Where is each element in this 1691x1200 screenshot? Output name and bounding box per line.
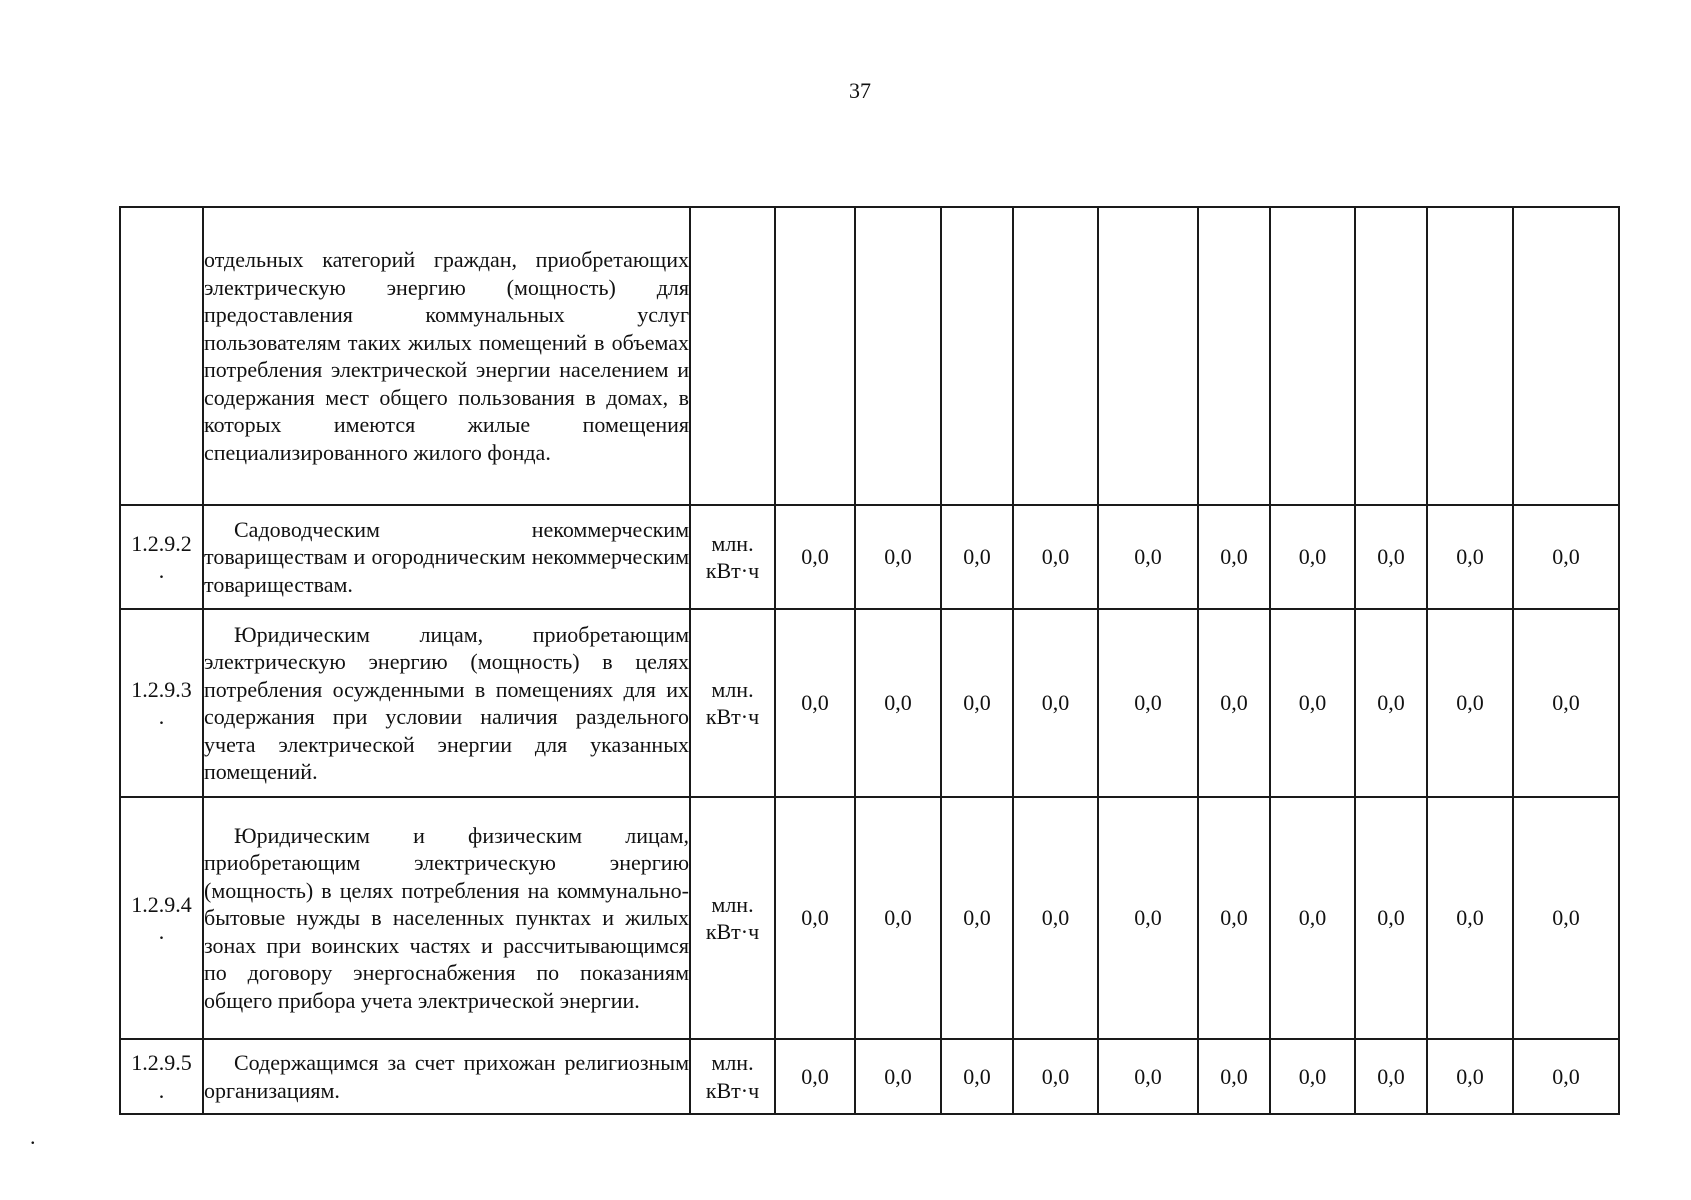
stray-dot: . xyxy=(30,1124,36,1149)
value-cell: 0,0 xyxy=(1098,1039,1198,1114)
value-cell: 0,0 xyxy=(941,609,1013,797)
row-number-cell xyxy=(120,609,203,797)
unit-cell xyxy=(690,797,775,1039)
value-cell: 0,0 xyxy=(1355,505,1427,609)
value-cell xyxy=(1098,207,1198,505)
unit-cell xyxy=(690,505,775,609)
row-number-cell xyxy=(120,797,203,1039)
value-cell: 0,0 xyxy=(1427,1039,1513,1114)
value-cell: 0,0 xyxy=(1198,609,1270,797)
value-cell: 0,0 xyxy=(1427,609,1513,797)
row-description: Содержащимся за счет прихожан религиозным организациям. xyxy=(204,1050,689,1103)
value-cell: 0,0 xyxy=(1427,505,1513,609)
value-cell xyxy=(1513,207,1619,505)
unit-line-1: млн. xyxy=(711,530,754,556)
row-description-cell xyxy=(203,505,690,609)
row-description: Юридическим и физическим лицам, приобретающим электрическую энергию (мощность) в целях потребления на коммунально-бытовые нужды в населенных пунктах и жилых зонах при воинских частях и рассчитывающимся по договору энергоснабжения по показаниям общего прибора учета электрической энергии. xyxy=(204,822,689,1013)
value-cell: 0,0 xyxy=(855,609,941,797)
table-row xyxy=(120,207,1619,505)
row-description: Садоводческим некоммерческим товариществам и огородническим некоммерческим товариществам. xyxy=(204,516,689,597)
table-row xyxy=(120,609,1619,797)
unit-cell xyxy=(690,1039,775,1114)
value-cell: 0,0 xyxy=(1013,797,1098,1039)
value-cell: 0,0 xyxy=(1098,797,1198,1039)
value-cell: 0,0 xyxy=(1198,505,1270,609)
value-cell xyxy=(1198,207,1270,505)
value-cell: 0,0 xyxy=(775,1039,855,1114)
unit-cell xyxy=(690,207,775,505)
value-cell xyxy=(855,207,941,505)
value-cell: 0,0 xyxy=(855,797,941,1039)
value-cell: 0,0 xyxy=(1270,797,1355,1039)
row-description-cell xyxy=(203,797,690,1039)
table-row xyxy=(120,1039,1619,1114)
value-cell xyxy=(1355,207,1427,505)
row-number: 1.2.9.3 xyxy=(131,676,192,702)
value-cell: 0,0 xyxy=(1198,797,1270,1039)
table-row xyxy=(120,797,1619,1039)
row-number-cell xyxy=(120,1039,203,1114)
value-cell: 0,0 xyxy=(855,505,941,609)
value-cell: 0,0 xyxy=(775,505,855,609)
value-cell: 0,0 xyxy=(1513,797,1619,1039)
row-number-cell xyxy=(120,505,203,609)
row-description: отдельных категорий граждан, приобретающих электрическую энергию (мощность) для предоставления коммунальных услуг пользователям таких жилых помещений в объемах потребления электрической энергии населением и содержания мест общего пользования в домах, в которых имеются жилые помещения специализированного жилого фонда. xyxy=(204,247,689,465)
row-description-cell xyxy=(203,1039,690,1114)
value-cell: 0,0 xyxy=(1513,609,1619,797)
unit-line-1: млн. xyxy=(711,676,754,702)
row-description: Юридическим лицам, приобретающим электрическую энергию (мощность) в целях потребления осужденными в помещениях для их содержания при условии наличия раздельного учета электрической энергии для указанных помещений. xyxy=(204,621,689,784)
value-cell: 0,0 xyxy=(775,797,855,1039)
value-cell: 0,0 xyxy=(1270,609,1355,797)
indicators-table xyxy=(119,206,1620,1115)
value-cell: 0,0 xyxy=(941,505,1013,609)
value-cell xyxy=(1427,207,1513,505)
value-cell: 0,0 xyxy=(1513,1039,1619,1114)
value-cell: 0,0 xyxy=(1427,797,1513,1039)
unit-line-1: млн. xyxy=(711,891,754,917)
value-cell: 0,0 xyxy=(1270,505,1355,609)
row-number-suffix: . xyxy=(158,704,165,729)
row-number-suffix: . xyxy=(158,919,165,944)
row-description-cell xyxy=(203,207,690,505)
value-cell: 0,0 xyxy=(1013,609,1098,797)
unit-line-2: кВт·ч xyxy=(705,919,760,944)
row-number: 1.2.9.5 xyxy=(131,1050,192,1075)
value-cell: 0,0 xyxy=(1013,1039,1098,1114)
unit-line-1: млн. xyxy=(711,1050,754,1075)
value-cell: 0,0 xyxy=(1013,505,1098,609)
row-number-cell xyxy=(120,207,203,505)
value-cell: 0,0 xyxy=(1098,609,1198,797)
value-cell: 0,0 xyxy=(941,797,1013,1039)
value-cell: 0,0 xyxy=(1355,609,1427,797)
row-number-suffix: . xyxy=(158,558,165,583)
row-number-suffix: . xyxy=(158,1077,165,1103)
value-cell: 0,0 xyxy=(775,609,855,797)
value-cell xyxy=(775,207,855,505)
value-cell: 0,0 xyxy=(941,1039,1013,1114)
unit-cell xyxy=(690,609,775,797)
value-cell xyxy=(1270,207,1355,505)
unit-line-2: кВт·ч xyxy=(705,558,760,583)
value-cell: 0,0 xyxy=(1198,1039,1270,1114)
value-cell: 0,0 xyxy=(1355,797,1427,1039)
unit-line-2: кВт·ч xyxy=(705,1077,760,1103)
table-row xyxy=(120,505,1619,609)
value-cell xyxy=(941,207,1013,505)
page-number: 37 xyxy=(849,78,871,103)
value-cell xyxy=(1013,207,1098,505)
value-cell: 0,0 xyxy=(1098,505,1198,609)
row-description-cell xyxy=(203,609,690,797)
value-cell: 0,0 xyxy=(1513,505,1619,609)
row-number: 1.2.9.4 xyxy=(131,891,192,917)
unit-line-2: кВт·ч xyxy=(705,704,760,729)
value-cell: 0,0 xyxy=(1270,1039,1355,1114)
value-cell: 0,0 xyxy=(855,1039,941,1114)
value-cell: 0,0 xyxy=(1355,1039,1427,1114)
row-number: 1.2.9.2 xyxy=(131,530,192,556)
